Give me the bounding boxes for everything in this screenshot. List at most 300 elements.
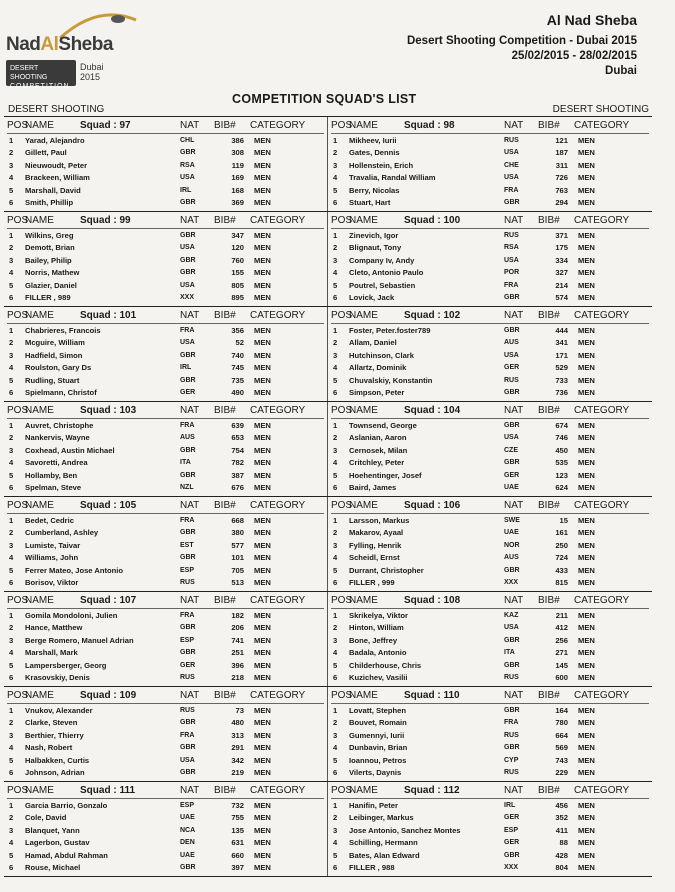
row-name: Townsend, George	[349, 420, 417, 430]
col-name-header: NAME	[25, 214, 54, 226]
col-nat-header: NAT	[180, 784, 200, 796]
row-category: MEN	[578, 610, 595, 620]
table-row	[331, 292, 649, 305]
row-pos: 3	[9, 730, 14, 740]
squad-block	[4, 591, 652, 686]
row-pos: 6	[333, 673, 338, 683]
row-bib: 120	[231, 243, 244, 253]
row-category: MEN	[578, 515, 595, 525]
row-pos: 6	[9, 578, 14, 588]
row-bib: 380	[231, 528, 244, 538]
table-row	[7, 457, 324, 470]
squad-header-row	[331, 307, 649, 324]
row-name: Zinevich, Igor	[349, 230, 399, 240]
row-pos: 4	[333, 173, 338, 183]
row-name: Hutchinson, Clark	[349, 350, 414, 360]
row-nat: FRA	[180, 611, 195, 619]
table-row	[7, 539, 324, 552]
col-nat-header: NAT	[504, 119, 524, 131]
row-pos: 5	[333, 470, 338, 480]
row-name: Ferrer Mateo, Jose Antonio	[25, 565, 124, 575]
row-pos: 3	[333, 540, 338, 550]
row-category: MEN	[578, 338, 595, 348]
col-name-header: NAME	[349, 404, 378, 416]
row-nat: NZL	[180, 484, 194, 492]
table-row	[7, 704, 324, 717]
col-bib-header: BIB#	[538, 309, 560, 321]
col-name-header: NAME	[25, 309, 54, 321]
row-category: MEN	[254, 255, 271, 265]
row-pos: 2	[333, 338, 338, 348]
name-header-group	[25, 500, 180, 511]
row-category: MEN	[578, 325, 595, 335]
row-bib: 895	[231, 293, 244, 303]
row-bib: 664	[555, 730, 568, 740]
squad-table	[4, 117, 328, 211]
row-category: MEN	[254, 280, 271, 290]
row-category: MEN	[254, 338, 271, 348]
row-pos: 5	[333, 850, 338, 860]
row-bib: 214	[555, 280, 568, 290]
row-name: Vnukov, Alexander	[25, 705, 93, 715]
row-name: Mikheev, Iurii	[349, 135, 397, 145]
table-row	[331, 717, 649, 730]
row-bib: 433	[555, 565, 568, 575]
row-name: Borisov, Viktor	[25, 578, 79, 588]
row-name: Critchley, Peter	[349, 458, 405, 468]
row-category: MEN	[578, 673, 595, 683]
squad-header-row	[331, 117, 649, 134]
col-bib-header: BIB#	[538, 214, 560, 226]
row-bib: 760	[231, 255, 244, 265]
row-name: Auvret, Christophe	[25, 420, 94, 430]
row-bib: 780	[555, 718, 568, 728]
row-pos: 6	[333, 198, 338, 208]
col-pos-header: POS	[331, 309, 353, 321]
row-bib: 428	[555, 850, 568, 860]
table-row	[331, 279, 649, 292]
row-bib: 175	[555, 243, 568, 253]
row-name: Halbakken, Curtis	[25, 755, 90, 765]
row-bib: 735	[231, 375, 244, 385]
col-name-header: NAME	[349, 594, 378, 606]
col-pos-header: POS	[331, 594, 353, 606]
row-bib: 668	[231, 515, 244, 525]
row-nat: KAZ	[504, 611, 519, 619]
row-category: MEN	[578, 578, 595, 588]
squad-label: Squad : 104	[404, 404, 461, 416]
row-nat: ESP	[180, 801, 195, 809]
row-name: Baird, James	[349, 483, 397, 493]
row-category: MEN	[578, 135, 595, 145]
row-nat: USA	[180, 281, 195, 289]
col-pos-header: POS	[331, 119, 353, 131]
row-nat: GBR	[180, 649, 196, 657]
row-bib: 308	[231, 148, 244, 158]
table-row	[7, 729, 324, 742]
table-row	[331, 539, 649, 552]
row-bib: 171	[555, 350, 568, 360]
row-category: MEN	[254, 768, 271, 778]
table-row	[331, 444, 649, 457]
row-bib: 15	[559, 515, 568, 525]
table-row	[7, 267, 324, 280]
table-row	[7, 184, 324, 197]
row-category: MEN	[254, 730, 271, 740]
row-bib: 369	[231, 198, 244, 208]
logo-wordmark: NadAlSheba	[6, 34, 113, 55]
row-nat: GBR	[180, 624, 196, 632]
row-name: Dunbavin, Brian	[349, 743, 408, 753]
col-pos-header: POS	[7, 499, 29, 511]
row-bib: 219	[231, 768, 244, 778]
col-pos-header: POS	[7, 594, 29, 606]
row-name: Bone, Jeffrey	[349, 635, 398, 645]
row-nat: FRA	[180, 326, 195, 334]
row-pos: 2	[333, 148, 338, 158]
row-category: MEN	[254, 813, 271, 823]
row-category: MEN	[578, 268, 595, 278]
row-name: Savoretti, Andrea	[25, 458, 88, 468]
row-pos: 4	[333, 648, 338, 658]
col-bib-header: BIB#	[214, 404, 236, 416]
col-name-header: NAME	[349, 499, 378, 511]
row-bib: 121	[555, 135, 568, 145]
row-pos: 2	[333, 528, 338, 538]
row-nat: FRA	[504, 186, 519, 194]
row-category: MEN	[578, 553, 595, 563]
row-pos: 2	[9, 243, 14, 253]
table-row	[7, 609, 324, 622]
col-category-header: CATEGORY	[250, 689, 306, 701]
squad-header-row	[7, 687, 324, 704]
row-pos: 3	[9, 160, 14, 170]
squad-table	[328, 402, 652, 496]
table-row	[331, 849, 649, 862]
row-bib: 347	[231, 230, 244, 240]
table-row	[7, 387, 324, 400]
row-category: MEN	[254, 635, 271, 645]
row-pos: 4	[333, 363, 338, 373]
name-header-group	[349, 500, 504, 511]
row-nat: GBR	[504, 636, 520, 644]
row-pos: 1	[333, 420, 338, 430]
table-row	[331, 622, 649, 635]
col-name-header: NAME	[349, 119, 378, 131]
row-pos: 1	[9, 420, 14, 430]
row-name: Berge Romero, Manuel Adrian	[25, 635, 134, 645]
squad-sheet	[4, 116, 652, 877]
row-bib: 88	[559, 838, 568, 848]
table-row	[331, 862, 649, 875]
name-header-group	[25, 595, 180, 606]
row-category: MEN	[578, 718, 595, 728]
row-pos: 5	[9, 375, 14, 385]
row-pos: 6	[9, 198, 14, 208]
row-category: MEN	[578, 420, 595, 430]
row-bib: 763	[555, 185, 568, 195]
row-bib: 164	[555, 705, 568, 715]
table-row	[331, 704, 649, 717]
row-category: MEN	[578, 470, 595, 480]
row-pos: 4	[9, 363, 14, 373]
squad-label: Squad : 109	[80, 689, 137, 701]
row-name: Krasovskiy, Denis	[25, 673, 90, 683]
col-nat-header: NAT	[504, 689, 524, 701]
row-name: Aslanian, Aaron	[349, 433, 407, 443]
row-pos: 5	[9, 470, 14, 480]
squad-table	[328, 782, 652, 876]
squad-label: Squad : 99	[80, 214, 131, 226]
row-nat: GER	[504, 471, 520, 479]
table-row	[7, 824, 324, 837]
row-pos: 6	[333, 293, 338, 303]
row-name: Larsson, Markus	[349, 515, 410, 525]
row-nat: GBR	[180, 376, 196, 384]
squad-table	[4, 687, 328, 781]
table-row	[7, 717, 324, 730]
table-row	[331, 197, 649, 210]
row-nat: GBR	[180, 554, 196, 562]
row-name: Travalia, Randal William	[349, 173, 436, 183]
row-bib: 733	[555, 375, 568, 385]
row-bib: 450	[555, 445, 568, 455]
table-row	[7, 527, 324, 540]
event-dates: 25/02/2015 - 28/02/2015	[511, 50, 637, 62]
table-row	[7, 647, 324, 660]
col-category-header: CATEGORY	[250, 784, 306, 796]
row-nat: POR	[504, 269, 520, 277]
squad-table	[328, 592, 652, 686]
row-name: Badala, Antonio	[349, 648, 407, 658]
row-nat: GBR	[180, 719, 196, 727]
row-nat: GER	[504, 814, 520, 822]
table-row	[331, 337, 649, 350]
row-nat: FRA	[504, 719, 519, 727]
row-name: Glazier, Daniel	[25, 280, 77, 290]
name-header-group	[25, 120, 180, 131]
squad-header-row	[7, 782, 324, 799]
row-bib: 161	[555, 528, 568, 538]
row-name: Simpson, Peter	[349, 388, 405, 398]
row-nat: GBR	[504, 294, 520, 302]
squad-header-row	[331, 497, 649, 514]
row-bib: 529	[555, 363, 568, 373]
row-category: MEN	[254, 363, 271, 373]
row-pos: 5	[333, 280, 338, 290]
squad-table	[4, 212, 328, 306]
table-row	[331, 432, 649, 445]
row-pos: 2	[9, 338, 14, 348]
row-nat: AUS	[180, 434, 195, 442]
row-pos: 4	[9, 173, 14, 183]
row-category: MEN	[254, 553, 271, 563]
table-row	[331, 254, 649, 267]
row-pos: 4	[9, 648, 14, 658]
row-bib: 387	[231, 470, 244, 480]
row-pos: 3	[333, 350, 338, 360]
row-nat: SWE	[504, 516, 520, 524]
row-pos: 5	[333, 375, 338, 385]
row-pos: 4	[333, 458, 338, 468]
row-category: MEN	[578, 280, 595, 290]
squad-header-row	[331, 687, 649, 704]
row-category: MEN	[578, 800, 595, 810]
row-bib: 169	[231, 173, 244, 183]
row-pos: 4	[333, 268, 338, 278]
col-bib-header: BIB#	[214, 119, 236, 131]
squad-table	[328, 117, 652, 211]
row-nat: GBR	[180, 529, 196, 537]
row-bib: 412	[555, 623, 568, 633]
row-bib: 676	[231, 483, 244, 493]
row-bib: 229	[555, 768, 568, 778]
name-header-group	[25, 310, 180, 321]
table-row	[331, 799, 649, 812]
event-header	[407, 12, 637, 79]
row-bib: 600	[555, 673, 568, 683]
row-nat: RUS	[504, 136, 519, 144]
row-name: Clarke, Steven	[25, 718, 78, 728]
row-category: MEN	[578, 743, 595, 753]
row-nat: USA	[180, 174, 195, 182]
row-pos: 1	[9, 325, 14, 335]
row-bib: 624	[555, 483, 568, 493]
row-category: MEN	[578, 160, 595, 170]
row-name: Norris, Mathew	[25, 268, 80, 278]
table-row	[7, 812, 324, 825]
row-name: Makarov, Ayaal	[349, 528, 404, 538]
row-name: Durrant, Christopher	[349, 565, 424, 575]
row-name: Gomila Mondoloni, Julien	[25, 610, 118, 620]
row-name: Yarad, Alejandro	[25, 135, 85, 145]
row-name: Chabrieres, Francois	[25, 325, 101, 335]
table-row	[7, 622, 324, 635]
row-name: Poutrel, Sebastien	[349, 280, 416, 290]
row-pos: 4	[9, 553, 14, 563]
row-category: MEN	[254, 483, 271, 493]
row-nat: RUS	[504, 674, 519, 682]
row-name: Bailey, Philip	[25, 255, 72, 265]
squad-header-row	[331, 212, 649, 229]
row-pos: 1	[9, 800, 14, 810]
squad-block	[4, 306, 652, 401]
row-bib: 206	[231, 623, 244, 633]
col-nat-header: NAT	[180, 594, 200, 606]
row-nat: GBR	[504, 566, 520, 574]
row-nat: GER	[504, 839, 520, 847]
row-category: MEN	[578, 540, 595, 550]
row-category: MEN	[578, 825, 595, 835]
row-name: Brackeen, William	[25, 173, 90, 183]
row-pos: 2	[333, 623, 338, 633]
table-row	[7, 469, 324, 482]
row-bib: 371	[555, 230, 568, 240]
squad-label: Squad : 112	[404, 784, 460, 796]
table-row	[331, 837, 649, 850]
row-bib: 386	[231, 135, 244, 145]
row-nat: GBR	[180, 199, 196, 207]
col-nat-header: NAT	[180, 404, 200, 416]
squad-label: Squad : 102	[404, 309, 461, 321]
table-row	[7, 634, 324, 647]
row-pos: 6	[333, 863, 338, 873]
row-name: Lumiste, Taivar	[25, 540, 81, 550]
row-nat: USA	[504, 351, 519, 359]
row-pos: 3	[333, 635, 338, 645]
col-category-header: CATEGORY	[250, 404, 306, 416]
table-row	[7, 444, 324, 457]
col-name-header: NAME	[349, 784, 378, 796]
table-row	[7, 172, 324, 185]
row-pos: 1	[9, 610, 14, 620]
row-nat: RUS	[180, 706, 195, 714]
col-pos-header: POS	[7, 784, 29, 796]
row-name: Mcguire, William	[25, 338, 85, 348]
col-pos-header: POS	[7, 309, 29, 321]
row-name: Gates, Dennis	[349, 148, 400, 158]
table-row	[331, 527, 649, 540]
row-nat: RSA	[180, 161, 195, 169]
table-row	[331, 134, 649, 147]
row-pos: 6	[333, 388, 338, 398]
row-name: Williams, John	[25, 553, 79, 563]
row-name: Stuart, Hart	[349, 198, 391, 208]
row-name: Cole, David	[25, 813, 67, 823]
row-category: MEN	[578, 648, 595, 658]
row-name: Roulston, Gary Ds	[25, 363, 92, 373]
row-category: MEN	[254, 648, 271, 658]
row-category: MEN	[254, 173, 271, 183]
row-nat: XXX	[180, 294, 195, 302]
name-header-group	[349, 595, 504, 606]
row-category: MEN	[578, 458, 595, 468]
row-pos: 3	[9, 635, 14, 645]
row-category: MEN	[254, 825, 271, 835]
row-nat: GBR	[504, 706, 520, 714]
row-category: MEN	[578, 768, 595, 778]
squad-table	[328, 687, 652, 781]
row-nat: RUS	[180, 674, 195, 682]
row-pos: 6	[333, 578, 338, 588]
row-pos: 2	[9, 433, 14, 443]
table-row	[7, 349, 324, 362]
row-nat: USA	[180, 244, 195, 252]
row-category: MEN	[578, 148, 595, 158]
row-bib: 101	[231, 553, 244, 563]
row-name: Hamad, Abdul Rahman	[25, 850, 108, 860]
row-category: MEN	[578, 565, 595, 575]
squad-label: Squad : 101	[80, 309, 137, 321]
table-row	[7, 742, 324, 755]
squad-block	[4, 401, 652, 496]
name-header-group	[349, 405, 504, 416]
row-name: Childerhouse, Chris	[349, 660, 422, 670]
table-row	[7, 754, 324, 767]
row-name: FILLER , 989	[25, 293, 71, 303]
table-row	[7, 147, 324, 160]
row-nat: USA	[504, 434, 519, 442]
table-row	[7, 337, 324, 350]
row-pos: 1	[333, 800, 338, 810]
event-logo	[6, 8, 146, 90]
row-name: Smith, Phillip	[25, 198, 74, 208]
row-pos: 6	[9, 293, 14, 303]
row-name: Lovick, Jack	[349, 293, 395, 303]
row-nat: GBR	[180, 769, 196, 777]
row-nat: GBR	[504, 744, 520, 752]
col-bib-header: BIB#	[214, 309, 236, 321]
